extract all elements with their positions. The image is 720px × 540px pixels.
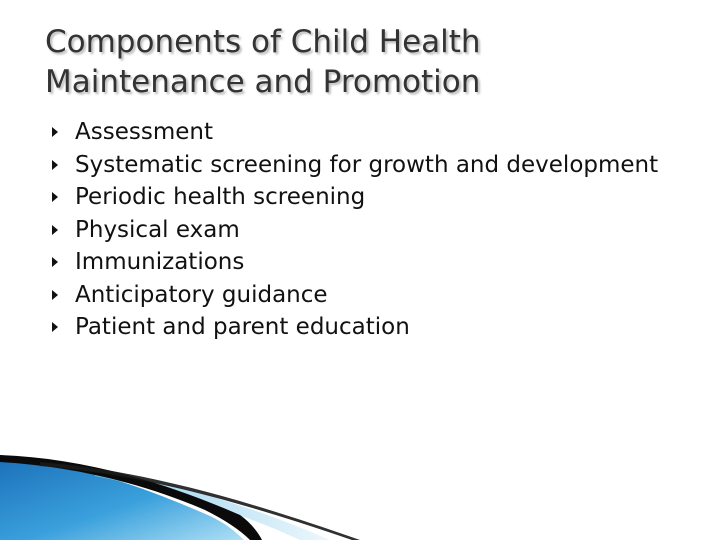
bullet-text: Assessment: [75, 119, 213, 145]
title-line-2: Maintenance and Promotion: [45, 64, 481, 100]
bullet-text: Patient and parent education: [75, 314, 410, 340]
title-line-1: Components of Child Health: [45, 24, 481, 60]
bullet-text: Anticipatory guidance: [75, 281, 328, 308]
bullet-text: Immunizations: [75, 249, 245, 275]
bullet-text: Systematic screening for growth and development: [75, 151, 659, 178]
bullet-text: Periodic health screening: [75, 184, 366, 210]
bullet-text: Physical exam: [75, 216, 240, 243]
